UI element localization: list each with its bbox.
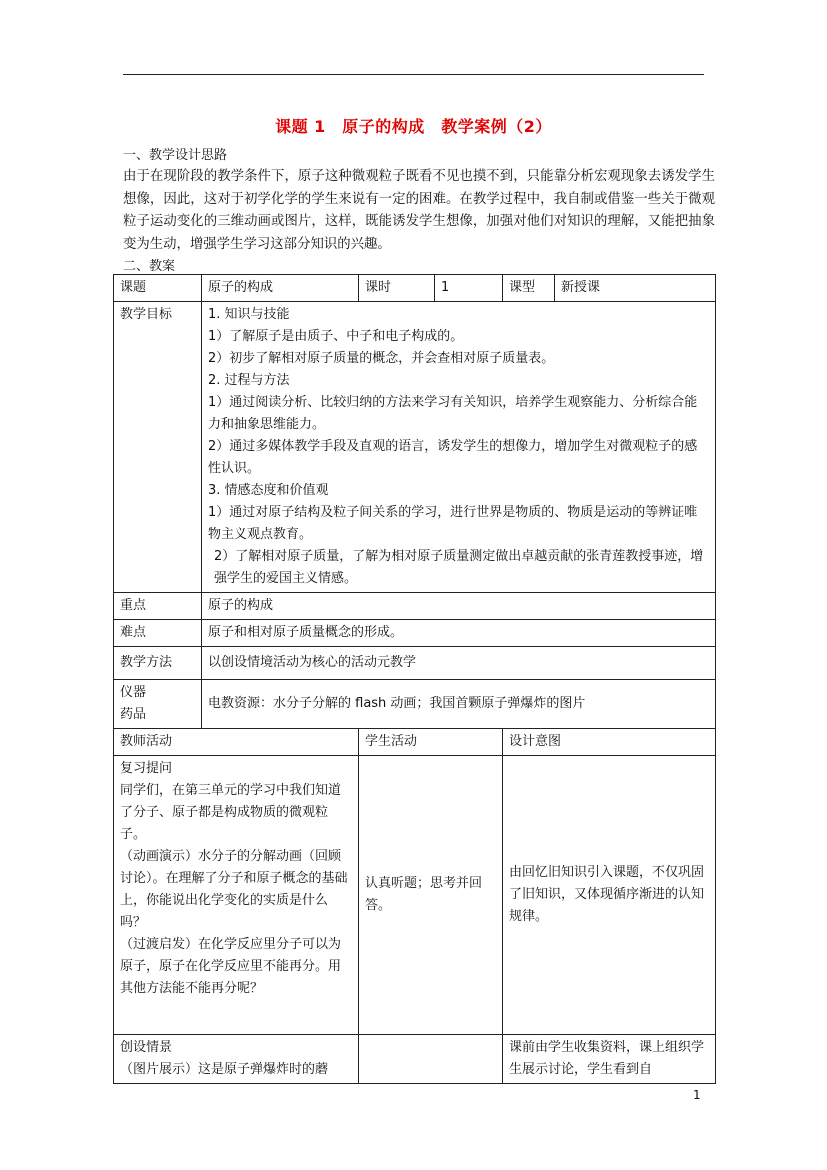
goals-label: 教学目标 [114, 302, 202, 593]
review-teacher [114, 756, 359, 1035]
key-value: 原子的构成 [202, 593, 716, 620]
page-title: 课题 1 原子的构成 教学案例（2） [275, 117, 552, 136]
scenario-line: （图片展示）这是原子弹爆炸时的蘑 [120, 1062, 329, 1077]
design-paragraph: 由于在现阶段的教学条件下，原子这种微观粒子既看不见也摸不到，只能靠分析宏观现象去诱发学生想像，因此，这对于初学化学的学生来说有一定的困难。在教学过程中，我自制或借鉴一些关于微观粒子运动变化的三维动画或图片，这样，既能诱发学生想像，加强对他们对知识的理解，又能把抽象变为生动，增强学生学习这部分知识的兴趣。 [123, 169, 715, 252]
goal-line: 1. 知识与技能 [208, 307, 290, 322]
goal-line: 3. 情感态度和价值观 [208, 483, 329, 498]
scenario-line: 创设情景 [120, 1040, 173, 1055]
review-line: 复习提问 [120, 761, 173, 776]
goal-line: 1）通过阅读分析、比较归纳的方法来学习有关知识，培养学生观察能力、分析综合能力和抽象思维能力。 [208, 395, 698, 432]
table-row [114, 1035, 716, 1084]
section-heading-design: 一、教学设计思路 [123, 148, 228, 163]
equipment-label-line: 仪器 [120, 685, 147, 700]
scenario-student [359, 1035, 503, 1084]
type-label: 课型 [503, 275, 555, 302]
review-line: （动画演示）水分子的分解动画（回顾讨论）。在理解了分子和原子概念的基础上，你能说出化学变化的实质是什么吗？ [120, 849, 348, 930]
table-row [114, 593, 716, 620]
header-teacher: 教师活动 [114, 729, 359, 756]
goal-line: 2）通过多媒体教学手段及直观的语言，诱发学生的想像力，增加学生对微观粒子的感性认识。 [208, 439, 698, 476]
difficulty-label: 难点 [114, 620, 202, 647]
key-label: 重点 [114, 593, 202, 620]
goal-line: 1）通过对原子结构及粒子间关系的学习，进行世界是物质的、物质是运动的等辨证唯物主义观点教育。 [208, 505, 698, 542]
method-label: 教学方法 [114, 647, 202, 680]
hours-label: 课时 [359, 275, 435, 302]
equipment-label [114, 680, 202, 729]
page-number: 1 [693, 1088, 701, 1102]
table-row [114, 620, 716, 647]
goal-line: 2）了解相对原子质量，了解为相对原子质量测定做出卓越贡献的张青莲教授事迹，增强学生的爱国主义情感。 [214, 549, 704, 586]
equipment-value: 电教资源：水分子分解的 flash 动画；我国首颗原子弹爆炸的图片 [202, 680, 716, 729]
equipment-label-line: 药品 [120, 707, 147, 722]
review-student: 认真听题；思考并回答。 [359, 756, 503, 1035]
table-row [114, 680, 716, 729]
method-value: 以创设情境活动为核心的活动元教学 [202, 647, 716, 680]
header-rule [123, 74, 704, 75]
table-row [114, 302, 716, 593]
header-design: 设计意图 [503, 729, 716, 756]
header-student: 学生活动 [359, 729, 503, 756]
review-line: （过渡启发）在化学反应里分子可以为原子，原子在化学反应里不能再分。用其他方法能不能再分呢？ [120, 937, 342, 996]
review-line: 同学们，在第三单元的学习中我们知道了分子、原子都是构成物质的微观粒子。 [120, 783, 342, 842]
section-heading-plan: 二、教案 [123, 259, 176, 274]
lesson-plan-table [113, 274, 716, 1084]
scenario-design: 课前由学生收集资料，课上组织学生展示讨论，学生看到自 [503, 1035, 716, 1084]
table-row [114, 275, 716, 302]
scenario-teacher [114, 1035, 359, 1084]
goal-line: 2. 过程与方法 [208, 373, 290, 388]
review-design: 由回忆旧知识引入课题，不仅巩固了旧知识，又体现循序渐进的认知规律。 [503, 756, 716, 1035]
hours-value: 1 [435, 275, 503, 302]
difficulty-value: 原子和相对原子质量概念的形成。 [202, 620, 716, 647]
type-value: 新授课 [555, 275, 716, 302]
table-row [114, 647, 716, 680]
topic-label: 课题 [114, 275, 202, 302]
table-row [114, 729, 716, 756]
goals-cell [202, 302, 716, 593]
topic-value: 原子的构成 [202, 275, 359, 302]
table-row [114, 756, 716, 1035]
goal-line: 1）了解原子是由质子、中子和电子构成的。 [208, 329, 464, 344]
goal-line: 2）初步了解相对原子质量的概念，并会查相对原子质量表。 [208, 351, 555, 366]
